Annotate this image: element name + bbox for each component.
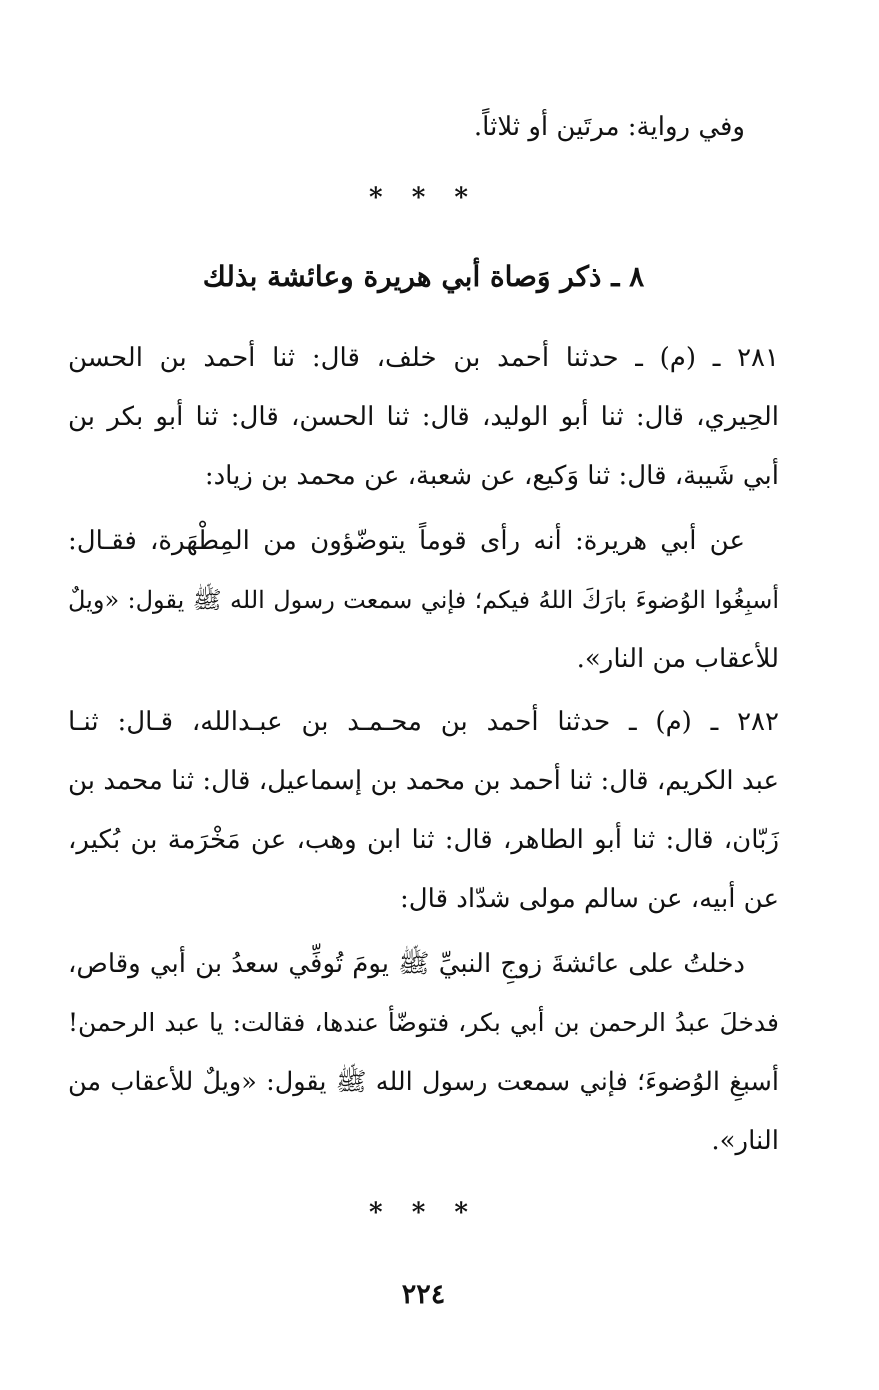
- hadith-282-isnad-line: عن أبيه، عن سالم مولى شدّاد قال:: [400, 884, 779, 914]
- book-page: [68, 0, 779, 1390]
- hadith-282-isnad-line: ٢٨٢ ـ (م) ـ حدثنا أحمد بن محـمـد بن عبـدالله، قـال: ثنـا: [68, 707, 779, 737]
- hadith-282-matn-line: أسبغِ الوُضوءَ؛ فإني سمعت رسول الله ﷺ يقول: «ويلٌ للأعقاب من: [68, 1067, 779, 1097]
- page-number: ٢٢٤: [401, 1279, 446, 1310]
- hadith-281-isnad-line: أبي شَيبة، قال: ثنا وَكيع، عن شعبة، عن محمد بن زياد:: [204, 461, 779, 491]
- separator-bottom: * * *: [369, 1198, 478, 1228]
- hadith-281-matn-line: أسبِغُوا الوُضوءَ بارَكَ اللهُ فيكم؛ فإني سمعت رسول الله ﷺ يقول: «ويلٌ: [68, 586, 779, 614]
- hadith-281-matn-line: للأعقاب من النار».: [576, 644, 779, 674]
- hadith-282-matn-line: دخلتُ على عائشةَ زوجِ النبيِّ ﷺ يومَ تُوفِّي سعدُ بن أبي وقاص،: [68, 949, 745, 979]
- hadith-282-isnad-line: زَبّان، قال: ثنا أبو الطاهر، قال: ثنا ابن وهب، عن مَخْرَمة بن بُكير،: [68, 825, 779, 855]
- top-line: وفي رواية: مرتَين أو ثلاثاً.: [473, 112, 745, 142]
- separator-top: * * *: [369, 183, 478, 213]
- hadith-282-isnad-line: عبد الكريم، قال: ثنا أحمد بن محمد بن إسماعيل، قال: ثنا محمد بن: [68, 766, 779, 796]
- section-heading: ٨ ـ ذكر وَصاة أبي هريرة وعائشة بذلك: [202, 260, 645, 293]
- hadith-281-matn-line: عن أبي هريرة: أنه رأى قوماً يتوضّؤون من المِطْهَرة، فقـال:: [68, 526, 745, 556]
- hadith-282-matn-line: النار».: [711, 1126, 779, 1156]
- hadith-282-matn-line: فدخلَ عبدُ الرحمن بن أبي بكر، فتوضّأ عندها، فقالت: يا عبد الرحمن!: [68, 1008, 779, 1037]
- hadith-281-isnad-line: الحِيري، قال: ثنا أبو الوليد، قال: ثنا الحسن، قال: ثنا أبو بكر بن: [68, 402, 779, 432]
- hadith-281-isnad-line: ٢٨١ ـ (م) ـ حدثنا أحمد بن خلف، قال: ثنا أحمد بن الحسن: [68, 343, 779, 373]
